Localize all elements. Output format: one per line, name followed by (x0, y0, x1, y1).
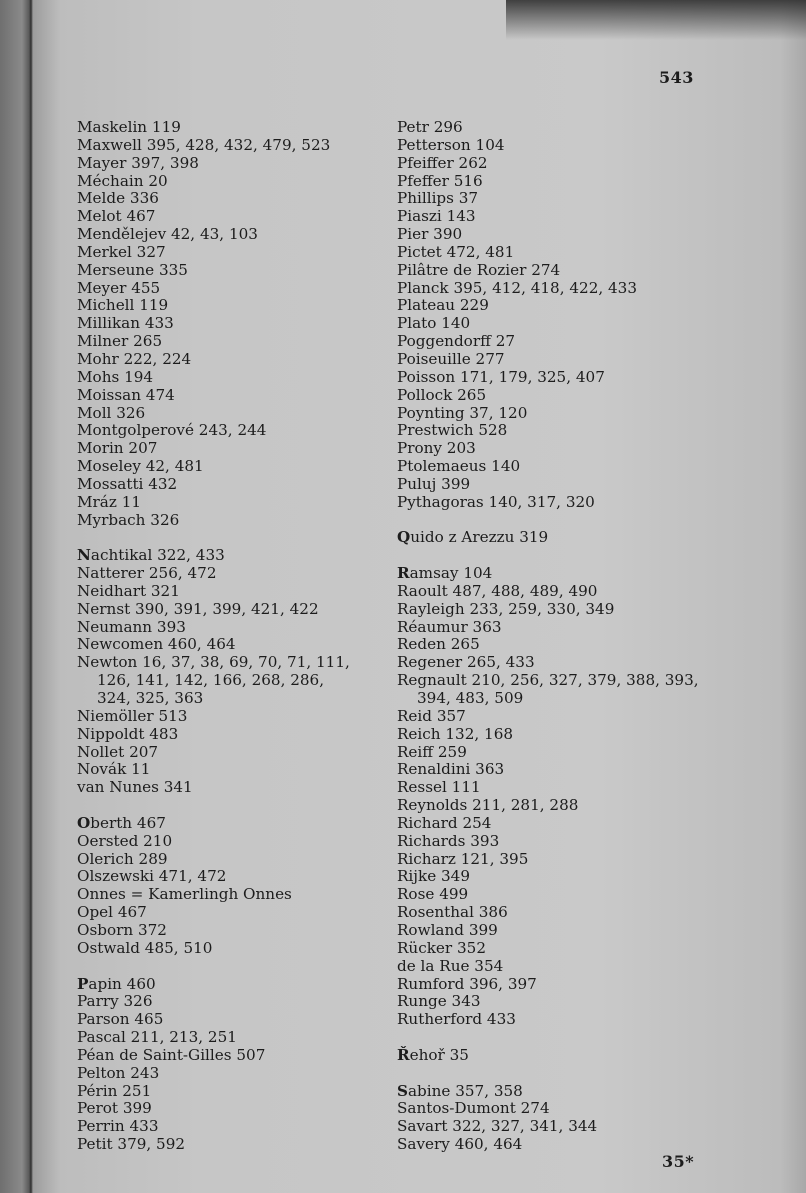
entry-text: Périn 251 (77, 1081, 152, 1100)
entry-text: Rosenthal 386 (397, 903, 508, 922)
index-entry (397, 833, 699, 851)
index-letter-group (77, 815, 350, 958)
entry-text: Mayer 397, 398 (77, 153, 199, 172)
entry-text: Montgolperové 243, 244 (77, 421, 267, 440)
entry-text: Regnault 210, 256, 327, 379, 388, 393, (397, 671, 699, 690)
index-entry (77, 458, 350, 476)
index-entry (397, 619, 699, 637)
entry-text: Mendělejev 42, 43, 103 (77, 225, 258, 244)
index-entry (397, 922, 699, 940)
index-entry (397, 1083, 699, 1101)
index-entry (77, 815, 350, 833)
index-entry (397, 244, 699, 262)
entry-text: Perrin 433 (77, 1117, 159, 1136)
index-entry (397, 1100, 699, 1118)
index-entry (77, 904, 350, 922)
index-entry (77, 1083, 350, 1101)
index-entry (77, 761, 350, 779)
index-entry (77, 636, 350, 654)
entry-text: Santos-Dumont 274 (397, 1099, 550, 1118)
entry-text: Rücker 352 (397, 938, 486, 957)
entry-text: Papin 460 (77, 974, 156, 993)
index-entry (77, 369, 350, 387)
index-entry (397, 636, 699, 654)
index-entry (397, 280, 699, 298)
entry-text: Meyer 455 (77, 278, 161, 297)
entry-text: Morin 207 (77, 439, 158, 458)
index-entry (77, 1136, 350, 1154)
index-entry (397, 708, 699, 726)
entry-text: Rijke 349 (397, 867, 471, 886)
index-entry (397, 155, 699, 173)
index-entry (77, 1011, 350, 1029)
entry-text: Pilâtre de Rozier 274 (397, 260, 561, 279)
index-entry (397, 1118, 699, 1136)
index-entry (397, 226, 699, 244)
entry-text: Opel 467 (77, 903, 147, 922)
entry-text: Onnes = Kamerlingh Onnes (77, 885, 292, 904)
entry-text: Nollet 207 (77, 742, 159, 761)
index-entry (397, 119, 699, 137)
index-entry (77, 405, 350, 423)
index-entry (77, 708, 350, 726)
index-entry (77, 851, 350, 869)
entry-text: Mossatti 432 (77, 474, 178, 493)
index-entry (77, 333, 350, 351)
entry-text: Michell 119 (77, 296, 169, 315)
entry-text: Parson 465 (77, 1010, 164, 1029)
index-entry (77, 190, 350, 208)
index-entry (77, 226, 350, 244)
index-letter-group (397, 1047, 699, 1065)
entry-text: Plato 140 (397, 314, 471, 333)
entry-text: Richards 393 (397, 831, 500, 850)
index-entry (77, 619, 350, 637)
index-entry (397, 137, 699, 155)
entry-text: Reid 357 (397, 706, 466, 725)
index-entry (77, 993, 350, 1011)
entry-text: Réaumur 363 (397, 617, 502, 636)
index-entry (77, 422, 350, 440)
entry-text: Nachtikal 322, 433 (77, 546, 225, 565)
index-letter-group (77, 976, 350, 1154)
scan-shadow (506, 0, 806, 40)
index-entry (77, 262, 350, 280)
entry-text: Puluj 399 (397, 474, 471, 493)
entry-text: Rumford 396, 397 (397, 974, 537, 993)
index-letter-group (77, 119, 350, 529)
entry-text: Mohr 222, 224 (77, 349, 192, 368)
index-entry (77, 119, 350, 137)
entry-text: Pier 390 (397, 225, 463, 244)
index-entry (397, 173, 699, 191)
entry-text: Řehoř 35 (397, 1045, 469, 1064)
entry-text: Pelton 243 (77, 1063, 160, 1082)
entry-text: Moissan 474 (77, 385, 175, 404)
entry-text: Reich 132, 168 (397, 724, 514, 743)
entry-text: Newton 16, 37, 38, 69, 70, 71, 111, (77, 653, 350, 672)
index-entry (397, 315, 699, 333)
entry-text: Phillips 37 (397, 189, 479, 208)
index-entry (77, 922, 350, 940)
entry-text: Perot 399 (77, 1099, 152, 1118)
entry-text: Reden 265 (397, 635, 480, 654)
index-entry (397, 190, 699, 208)
index-entry (397, 494, 699, 512)
page-number: 543 (659, 68, 694, 87)
index-entry (397, 868, 699, 886)
entry-continuation: 394, 483, 509 (417, 689, 524, 707)
entry-text: Quido z Arezzu 319 (397, 528, 549, 547)
entry-text: Plateau 229 (397, 296, 489, 315)
index-entry (77, 886, 350, 904)
index-entry (77, 476, 350, 494)
index-entry (397, 262, 699, 280)
entry-text: Pictet 472, 481 (397, 242, 515, 261)
index-entry (397, 851, 699, 869)
index-entry (77, 137, 350, 155)
entry-text: Merkel 327 (77, 242, 166, 261)
index-entry (397, 208, 699, 226)
entry-text: Runge 343 (397, 992, 481, 1011)
index-entry (77, 726, 350, 744)
index-entry (77, 779, 350, 797)
index-entry (77, 654, 350, 708)
entry-text: Poisson 171, 179, 325, 407 (397, 367, 605, 386)
entry-text: Renaldini 363 (397, 760, 505, 779)
index-entry (77, 208, 350, 226)
index-entry (77, 440, 350, 458)
entry-text: Prony 203 (397, 439, 476, 458)
entry-text: Péan de Saint-Gilles 507 (77, 1045, 266, 1064)
entry-text: Rowland 399 (397, 920, 498, 939)
index-entry (397, 458, 699, 476)
entry-text: Milner 265 (77, 332, 163, 351)
index-entry (397, 422, 699, 440)
entry-text: Newcomen 460, 464 (77, 635, 236, 654)
entry-text: Petit 379, 592 (77, 1135, 186, 1154)
index-entry (397, 904, 699, 922)
index-entry (77, 976, 350, 994)
index-entry (77, 244, 350, 262)
entry-text: Osborn 372 (77, 920, 167, 939)
index-entry (77, 1100, 350, 1118)
entry-continuation: 324, 325, 363 (97, 689, 204, 707)
entry-text: Ptolemaeus 140 (397, 457, 521, 476)
entry-text: Raoult 487, 488, 489, 490 (397, 581, 598, 600)
index-letter-group (77, 547, 350, 797)
index-entry (77, 1118, 350, 1136)
index-entry (397, 815, 699, 833)
entry-text: Millikan 433 (77, 314, 174, 333)
entry-text: Melot 467 (77, 207, 156, 226)
index-entry (397, 744, 699, 762)
entry-text: Novák 11 (77, 760, 151, 779)
entry-text: Savery 460, 464 (397, 1135, 523, 1154)
index-entry (77, 601, 350, 619)
entry-text: Merseune 335 (77, 260, 188, 279)
entry-text: Ressel 111 (397, 778, 481, 797)
index-entry (77, 868, 350, 886)
entry-text: Poiseuille 277 (397, 349, 505, 368)
entry-text: Prestwich 528 (397, 421, 508, 440)
index-entry (77, 583, 350, 601)
entry-text: Petr 296 (397, 118, 463, 136)
entry-text: Parry 326 (77, 992, 153, 1011)
entry-text: de la Rue 354 (397, 956, 504, 975)
entry-text: Savart 322, 327, 341, 344 (397, 1117, 598, 1136)
index-entry (397, 761, 699, 779)
index-entry (77, 173, 350, 191)
index-column-right (397, 119, 699, 1172)
index-entry (77, 315, 350, 333)
index-entry (397, 583, 699, 601)
entry-text: Mráz 11 (77, 492, 142, 511)
index-entry (77, 940, 350, 958)
entry-text: Méchain 20 (77, 171, 168, 190)
entry-text: Planck 395, 412, 418, 422, 433 (397, 278, 638, 297)
entry-text: Moseley 42, 481 (77, 457, 204, 476)
index-entry (397, 726, 699, 744)
index-letter-group (397, 529, 699, 547)
entry-text: Petterson 104 (397, 135, 505, 154)
entry-text: Natterer 256, 472 (77, 564, 217, 583)
index-entry (77, 744, 350, 762)
index-entry (397, 958, 699, 976)
entry-text: Ramsay 104 (397, 564, 493, 583)
entry-text: Reiff 259 (397, 742, 467, 761)
signature-mark: 35* (662, 1152, 695, 1171)
entry-text: Pollock 265 (397, 385, 487, 404)
index-entry (397, 297, 699, 315)
entry-text: Richard 254 (397, 813, 492, 832)
index-entry (397, 405, 699, 423)
entry-text: Neumann 393 (77, 617, 186, 636)
entry-text: Neidhart 321 (77, 581, 180, 600)
entry-text: Mohs 194 (77, 367, 154, 386)
index-entry (397, 1011, 699, 1029)
entry-text: Pythagoras 140, 317, 320 (397, 492, 595, 511)
index-entry (77, 547, 350, 565)
index-letter-group (397, 565, 699, 1029)
index-entry (397, 333, 699, 351)
entry-text: Pascal 211, 213, 251 (77, 1028, 237, 1047)
entry-text: van Nunes 341 (77, 778, 193, 797)
index-entry (77, 280, 350, 298)
entry-text: Ostwald 485, 510 (77, 938, 213, 957)
entry-text: Melde 336 (77, 189, 159, 208)
index-entry (77, 565, 350, 583)
entry-text: Nippoldt 483 (77, 724, 179, 743)
index-entry (397, 993, 699, 1011)
index-entry (397, 797, 699, 815)
index-entry (77, 833, 350, 851)
index-entry (397, 351, 699, 369)
index-entry (77, 1065, 350, 1083)
entry-text: Olerich 289 (77, 849, 168, 868)
entry-text: Poggendorff 27 (397, 332, 516, 351)
index-entry (77, 351, 350, 369)
index-letter-group (397, 1083, 699, 1154)
entry-continuation: 126, 141, 142, 166, 268, 286, (97, 671, 325, 690)
index-entry (397, 1136, 699, 1154)
index-entry (397, 565, 699, 583)
index-entry (397, 440, 699, 458)
entry-text: Oberth 467 (77, 813, 166, 832)
index-entry (397, 387, 699, 405)
index-entry (77, 387, 350, 405)
entry-text: Piaszi 143 (397, 207, 476, 226)
index-entry (77, 297, 350, 315)
index-entry (77, 1047, 350, 1065)
entry-text: Nernst 390, 391, 399, 421, 422 (77, 599, 319, 618)
index-entry (77, 512, 350, 530)
entry-text: Niemöller 513 (77, 706, 188, 725)
entry-text: Regener 265, 433 (397, 653, 535, 672)
entry-text: Rayleigh 233, 259, 330, 349 (397, 599, 615, 618)
entry-text: Richarz 121, 395 (397, 849, 529, 868)
index-entry (397, 601, 699, 619)
index-column-left (77, 119, 350, 1172)
entry-text: Maskelin 119 (77, 118, 181, 136)
entry-text: Pfeffer 516 (397, 171, 483, 190)
entry-text: Olszewski 471, 472 (77, 867, 227, 886)
index-entry (397, 654, 699, 672)
index-entry (397, 886, 699, 904)
entry-text: Myrbach 326 (77, 510, 180, 529)
index-entry (397, 1047, 699, 1065)
index-entry (397, 369, 699, 387)
index-entry (397, 529, 699, 547)
index-entry (397, 976, 699, 994)
entry-text: Rose 499 (397, 885, 469, 904)
index-entry (397, 940, 699, 958)
index-entry (77, 1029, 350, 1047)
entry-text: Rutherford 433 (397, 1010, 516, 1029)
entry-text: Sabine 357, 358 (397, 1081, 523, 1100)
entry-text: Poynting 37, 120 (397, 403, 528, 422)
index-letter-group (397, 119, 699, 512)
entry-text: Oersted 210 (77, 831, 173, 850)
index-entry (397, 779, 699, 797)
entry-text: Pfeiffer 262 (397, 153, 488, 172)
entry-text: Reynolds 211, 281, 288 (397, 796, 579, 815)
entry-text: Moll 326 (77, 403, 146, 422)
index-entry (77, 155, 350, 173)
entry-text: Maxwell 395, 428, 432, 479, 523 (77, 135, 331, 154)
index-entry (397, 476, 699, 494)
index-entry (397, 672, 699, 708)
index-entry (77, 494, 350, 512)
